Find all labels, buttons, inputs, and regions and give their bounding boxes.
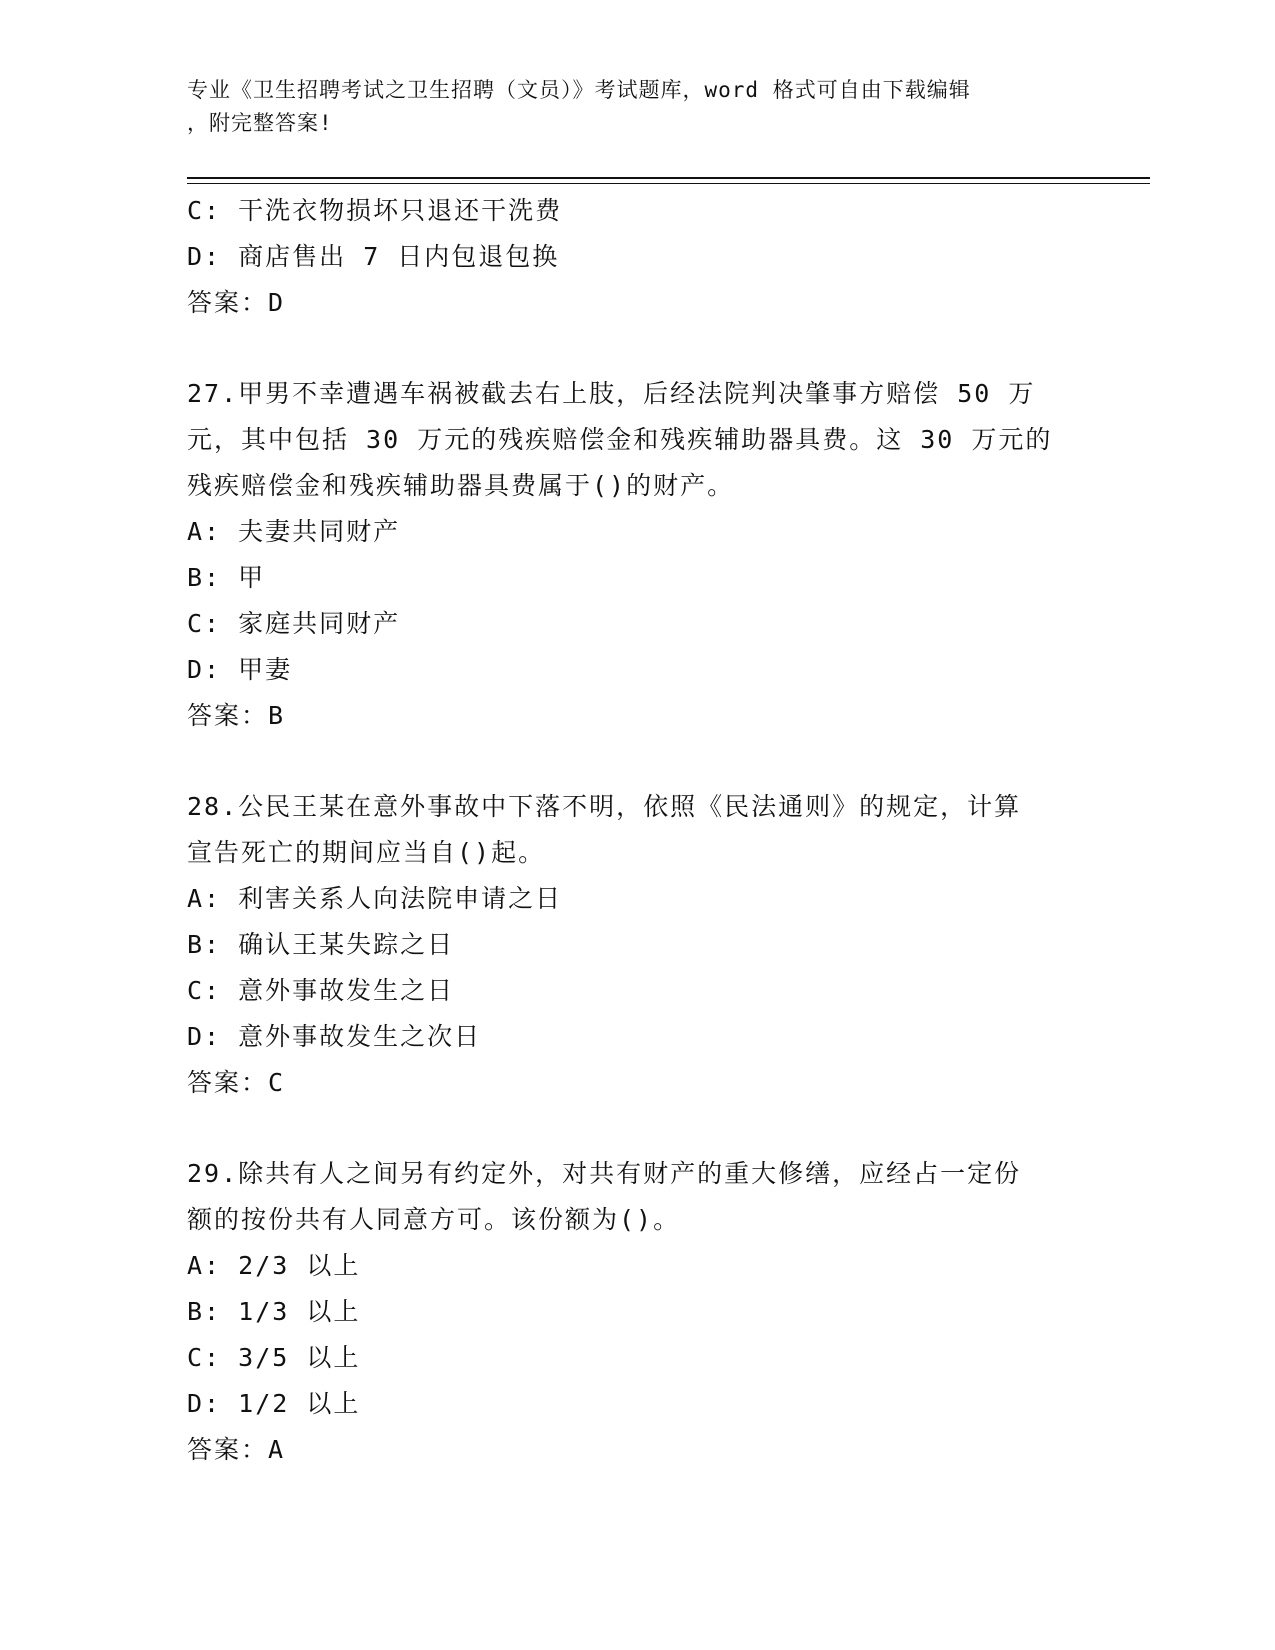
option-a: A: 2/3 以上 <box>187 1251 361 1280</box>
answer: 答案：D <box>187 288 286 317</box>
question-stem-line: 宣告死亡的期间应当自()起。 <box>187 838 546 867</box>
answer: 答案：B <box>187 701 286 730</box>
option-b: B: 甲 <box>187 563 266 592</box>
option-c: C: 3/5 以上 <box>187 1343 361 1372</box>
question-27 <box>187 371 1087 739</box>
question-content <box>187 188 1087 1473</box>
option-a: A: 利害关系人向法院申请之日 <box>187 884 563 913</box>
option-c: C: 家庭共同财产 <box>187 609 401 638</box>
option-d: D: 甲妻 <box>187 655 293 684</box>
option-d: D: 商店售出 7 日内包退包换 <box>187 242 560 271</box>
question-stem-line: 29.除共有人之间另有约定外，对共有财产的重大修缮，应经占一定份 <box>187 1159 1022 1188</box>
option-d: D: 1/2 以上 <box>187 1389 361 1418</box>
header-rule-thick <box>187 177 1150 179</box>
option-b: B: 1/3 以上 <box>187 1297 361 1326</box>
question-stem-line: 28.公民王某在意外事故中下落不明，依照《民法通则》的规定，计算 <box>187 792 1022 821</box>
option-c: C: 意外事故发生之日 <box>187 976 455 1005</box>
question-stem-line: 27.甲男不幸遭遇车祸被截去右上肢，后经法院判决肇事方赔偿 50 万 <box>187 379 1036 408</box>
question-stem-line: 元，其中包括 30 万元的残疾赔偿金和残疾辅助器具费。这 30 万元的 <box>187 425 1053 454</box>
answer: 答案：C <box>187 1068 286 1097</box>
question-stem-line: 额的按份共有人同意方可。该份额为()。 <box>187 1205 681 1234</box>
page-header <box>187 74 1087 140</box>
option-c: C: 干洗衣物损坏只退还干洗费 <box>187 196 563 225</box>
question-stem-line: 残疾赔偿金和残疾辅助器具费属于()的财产。 <box>187 471 735 500</box>
question-28 <box>187 784 1087 1106</box>
option-a: A: 夫妻共同财产 <box>187 517 401 546</box>
question-29 <box>187 1151 1087 1473</box>
header-line-1: 专业《卫生招聘考试之卫生招聘（文员）》考试题库，word 格式可自由下载编辑 <box>187 78 971 102</box>
option-d: D: 意外事故发生之次日 <box>187 1022 482 1051</box>
option-b: B: 确认王某失踪之日 <box>187 930 455 959</box>
header-rule-thin <box>187 183 1150 184</box>
header-line-2: ，附完整答案! <box>187 111 333 135</box>
question-26-tail <box>187 188 1087 326</box>
answer: 答案：A <box>187 1435 286 1464</box>
